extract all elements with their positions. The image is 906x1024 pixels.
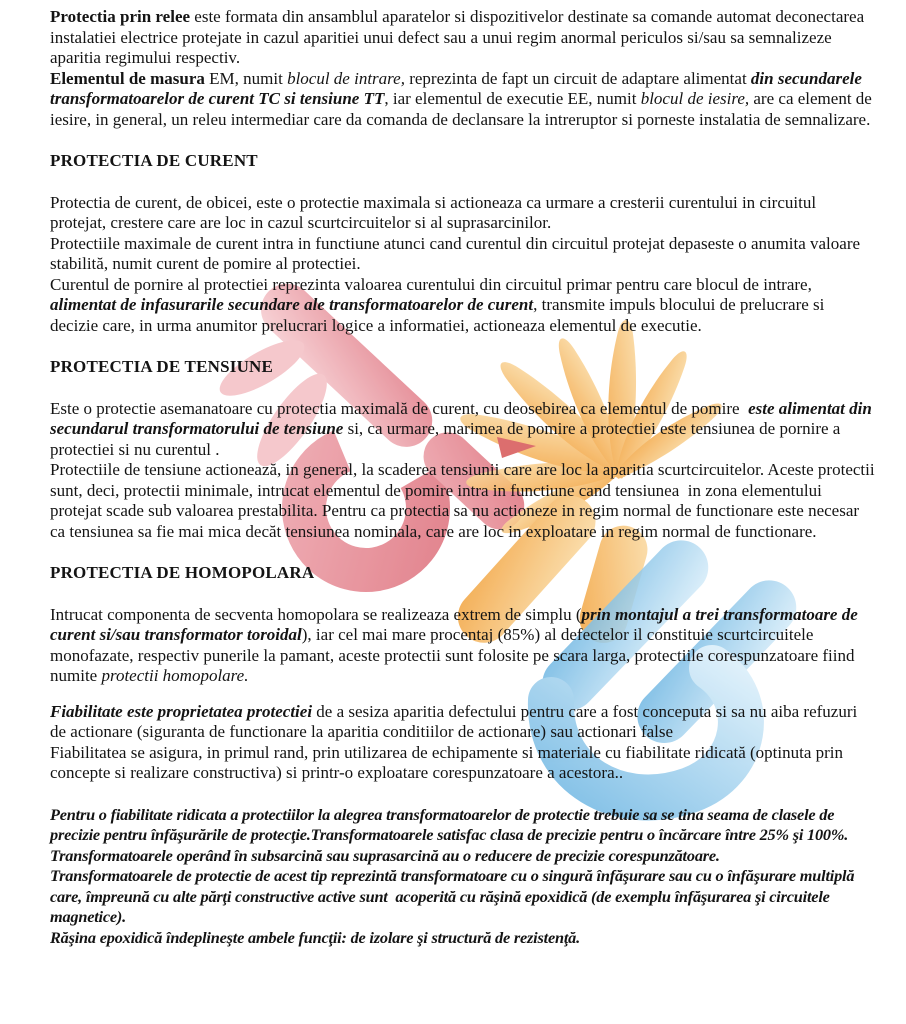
paragraph-final-1 [50, 805, 876, 846]
paragraph-homopolara-1 [50, 605, 876, 687]
italic-run: blocul de intrare, [287, 68, 405, 88]
italic-run: blocul de iesire, [640, 89, 750, 108]
text-run: Protectiile maximale de curent intra in functiune atunci cand curentul din circuitul protejat depaseste o anumita valoare stabilită, numit curent de pomire al protectiei. [50, 233, 865, 273]
bold-italic-run: Răşina epoxidică îndeplineşte ambele funcţii: de izolare şi structură de rezistenţă. [50, 927, 580, 947]
bold-italic-run: din secundarele transformatoarelor de curent TC si tensiune TT [50, 68, 867, 108]
bold-italic-run: prin montajul a trei transformatoare de curent si/sau transformator toroidal [50, 604, 863, 644]
text-run: Protectia de curent, de obicei, este o protectie maximala si actioneaza ca urmare a cresterii curentului in circuitul protejat, crestere care are loc in cazul scurtcircuitelor si al suprasarcinilor. [50, 192, 821, 232]
section-heading-tensiune: PROTECTIA DE TENSIUNE [50, 357, 274, 376]
text-run: Este o protectie asemanatoare cu protectia maximală de curent, cu deosebirea ca elementul de pomire [50, 398, 749, 418]
text-run: Protectiile de tensiune actionează, in general, la scaderea tensiunii care are loc la aparitia scurtcircuitelor. Aceste protectii sunt, deci, protectii minimale, intrucat elementul de pomire intra in functiune cand tensiunea in zona elementului protejat scade sub valoarea prestabilita. Pentru ca protectia sa nu actioneze in regim normal de functionare este necesar ca tensiunea sa fie mai mica decăt tensiunea nominala, care are loc in exploatare in regim normal de functionare. [50, 460, 879, 541]
paragraph-tensiune-1 [50, 399, 876, 461]
text-run: Intrucat componenta de secventa homopolara se realizeaza extrem de simplu ( [50, 604, 582, 624]
section-heading-homopolara: PROTECTIA DE HOMOPOLARA [50, 563, 315, 582]
text-run: reprezinta de fapt un circuit de adaptare alimentat [404, 68, 751, 88]
bold-italic-run: este alimentat din secundarul transformatorului de tensiune [50, 398, 877, 438]
paragraph-fiabilitate-2 [50, 743, 876, 784]
paragraph-final-4 [50, 928, 876, 949]
text-run: are ca element de iesire, in general, un releu intermediar care da comanda de declansare la intreruptor si porneste instalatia de semnalizare. [50, 89, 877, 129]
paragraph-elementul-de-masura [50, 69, 876, 131]
paragraph-final-2 [50, 846, 876, 867]
bold-run: Protectia prin relee [50, 7, 191, 26]
section-heading-curent: PROTECTIA DE CURENT [50, 151, 258, 170]
paragraph-curent-1 [50, 193, 876, 234]
bold-italic-run: Transformatoarele de protectie de acest tip reprezintă transformatoare cu o singură înfăşurare sau cu o înfăşurare multiplă care, împreună cu alte părţi constructive active sunt acoperită cu răşină epoxidică (de exemplu înfăşurarea şi circuitele magnetice). [50, 866, 859, 926]
text-run: de a sesiza aparitia defectului pentru care a fost conceputa si sa nu aiba refuzuri de actionare (siguranta de functionare la aparitia conditiilor de actionare) sau actionari false [50, 701, 862, 741]
paragraph-fiabilitate-1 [50, 702, 876, 743]
paragraph-curent-2 [50, 234, 876, 275]
italic-run: protectii homopolare. [101, 666, 249, 685]
bold-italic-run: alimentat de infasurarile secundare ale transformatoarelor de curent [50, 295, 534, 314]
paragraph-curent-3 [50, 275, 876, 337]
bold-italic-run: Fiabilitate este proprietatea protectiei [50, 701, 313, 721]
text-run: , transmite impuls blocului de prelucrare si decizie care, in urma anumitor prelucrari logice a informatiei, actioneaza elementul de executie. [50, 295, 829, 335]
text-run: si, ca urmare, marimea de pomire a protectiei este tensiunea de pornire a protectiei si nu curentul . [50, 419, 845, 459]
text-run: Fiabilitatea se asigura, in primul rand, prin utilizarea de echipamente si materiale cu fiabilitate ridicată (optinuta prin concepte si realizare constructiva) si printr-o exploatare corespunzatoare a acestora.. [50, 742, 848, 782]
text-run: este formata din ansamblul aparatelor si dispozitivelor destinate sa comande automat deconectarea instalatiei electrice protejate in cazul aparitiei unui defect sau a unui regim anormal periculos si/sau sa semnalizeze aparitia regimului respectiv. [50, 7, 869, 67]
paragraph-protectia-prin-relee [50, 7, 876, 69]
bold-italic-run: Transformatoarele operând în subsarcină sau suprasarcină au o reducere de precizie corespunzătoare. [50, 845, 720, 865]
paragraph-final-3 [50, 866, 876, 928]
text-run: Curentul de pornire al protectiei reprezinta valoarea curentului din circuitul primar pentru care blocul de intrare, [50, 274, 817, 294]
bold-italic-run: Pentru o fiabilitate ridicata a protectiilor la alegrea transformatoarelor de protectie trebuie sa se tina seama de clasele de precizie pentru înfăşurările de protecţie.Transformatoarele satisfac clasa de precizie pentru o încărcare între 25% şi 100%. [50, 804, 849, 844]
bold-italic-closing-block [50, 805, 876, 949]
paragraph-tensiune-2 [50, 460, 879, 542]
text-run: ), iar cel mai mare procentaj (85%) al defectelor il constituie scurtcircuitele monofazate, respectiv punerile la pamant, aceste protectii sunt folosite pe scara larga, protectiile corespunzatoare fiind numite [50, 625, 859, 685]
text-run: , iar elementul de executie EE, numit [384, 89, 641, 108]
bold-run: Elementul de masura [50, 68, 205, 88]
text-run: EM, numit [204, 68, 288, 88]
